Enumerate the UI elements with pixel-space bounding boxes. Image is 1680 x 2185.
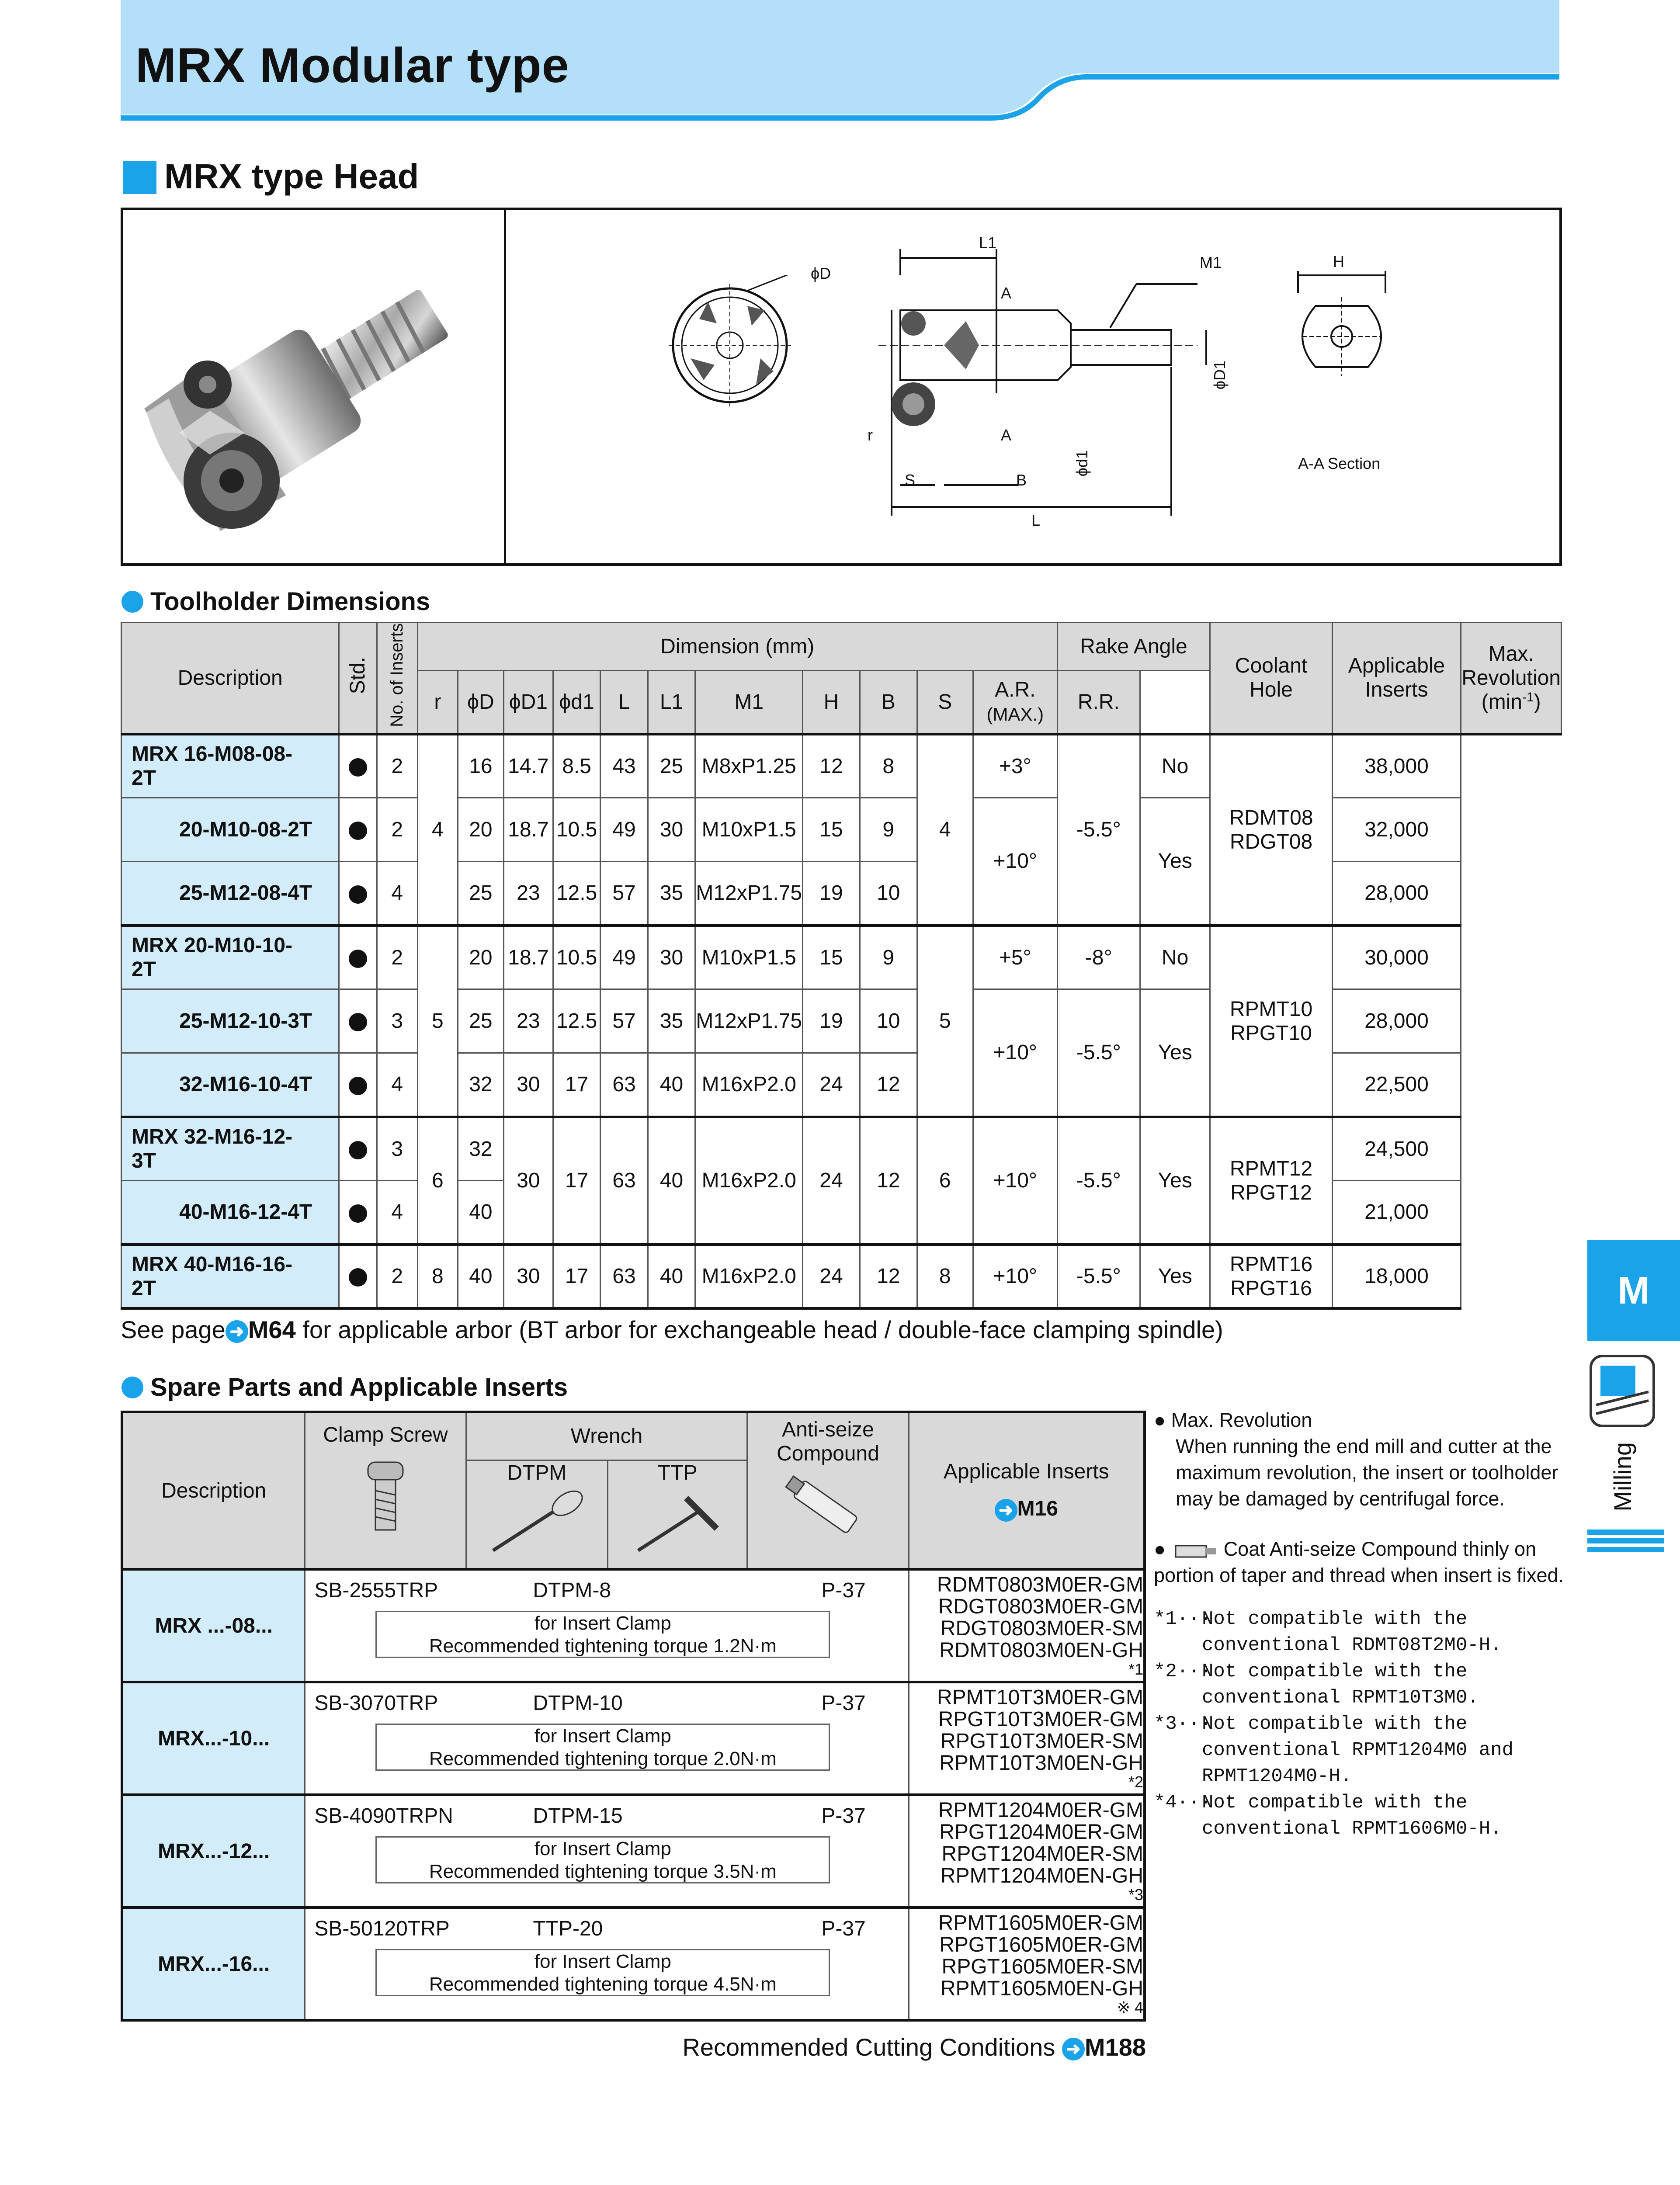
cell-B: 9 (860, 798, 917, 862)
insert-item: RPGT1204M0ER-SM (941, 1842, 1143, 1866)
cell-r: 4 (417, 734, 458, 926)
row-desc: MRX 32-M16-12-3T (121, 1117, 339, 1181)
label-r: r (868, 426, 873, 444)
arrow-icon: ➜ (1062, 2038, 1085, 2060)
th-dimension: Dimension (mm) (417, 623, 1057, 671)
footnote-mark: *3 (1128, 1886, 1143, 1904)
spare-title: Spare Parts and Applicable Inserts (150, 1373, 568, 1401)
cell-L: 43 (600, 734, 648, 798)
row-desc: MRX 20-M10-10-2T (121, 926, 339, 989)
th-ttp: TTP (608, 1460, 747, 1569)
th-ar: A.R. (MAX.) (973, 671, 1057, 734)
cell-coolant: Yes (1140, 1117, 1210, 1245)
insert-item: RPGT1204M0ER-GM (939, 1821, 1143, 1844)
cell-D1: 30 (503, 1117, 553, 1245)
th-description: Description (121, 623, 339, 734)
cell-L: 63 (600, 1053, 648, 1117)
section-marker (123, 161, 156, 194)
side-notes (1154, 1407, 1565, 1842)
th-rr: R.R. (1057, 671, 1140, 734)
cell-M1: M12xP1.75 (695, 989, 803, 1053)
dimensions-table (121, 622, 1562, 1310)
footnote: *1··· Not compatible with the conventional RDMT08T2M0-H. (1154, 1608, 1502, 1656)
cell-B: 8 (860, 734, 917, 798)
th-applicable-inserts: Applicable Inserts ➜ M16 (909, 1412, 1145, 1569)
cell-r: 5 (417, 926, 458, 1117)
spare-row (122, 1795, 1145, 1908)
cell-B: 10 (860, 862, 917, 926)
std-dot (339, 926, 377, 989)
cell-L1: 40 (648, 1245, 695, 1308)
cell-d1: 17 (553, 1053, 600, 1117)
torque-box: for Insert Clamp Recommended tightening torque 4.5N·m (375, 1949, 830, 1996)
wrench-value: DTPM-8 (533, 1579, 611, 1602)
label-L: L (1031, 511, 1041, 529)
table-row (121, 734, 1562, 798)
cell-coolant: No (1140, 926, 1210, 989)
arrow-icon: ➜ (995, 1499, 1017, 1522)
cell-D: 32 (458, 1053, 503, 1117)
screwdriver-icon (484, 1489, 589, 1559)
insert-item: RPMT10T3M0EN-GH (939, 1751, 1143, 1775)
spare-row (122, 1682, 1145, 1795)
th-B: B (860, 671, 917, 734)
cell-L1: 40 (648, 1053, 695, 1117)
cell-D1: 30 (503, 1245, 553, 1308)
cell-ar: +5° (973, 926, 1057, 989)
insert-item: RPGT1605M0ER-GM (939, 1933, 1143, 1956)
cell-rev: 22,500 (1332, 1053, 1461, 1117)
std-dot (339, 862, 377, 926)
label-phid1: ϕd1 (1073, 450, 1091, 477)
cell-D: 20 (458, 798, 503, 862)
th-L1: L1 (648, 671, 695, 734)
cell-d1: 8.5 (553, 734, 600, 798)
th-H: H (803, 671, 860, 734)
insert-item: RPGT1605M0ER-SM (941, 1955, 1143, 1978)
cell-inserts: RDMT08 RDGT08 (1210, 734, 1332, 926)
th-D: ϕD (458, 671, 503, 734)
label-phiD: ϕD (811, 264, 831, 282)
cell-L: 57 (600, 862, 648, 926)
tube-icon (1171, 1540, 1224, 1561)
cell-D: 40 (458, 1181, 503, 1245)
cell-rr: -5.5° (1057, 1117, 1140, 1245)
cell-ar: +3° (973, 734, 1057, 798)
torque-box: for Insert Clamp Recommended tightening torque 1.2N·m (375, 1611, 830, 1658)
tube-icon (780, 1474, 876, 1540)
note-max-revolution-body: When running the end mill and cutter at the maximum revolution, the insert or toolholder may be damaged by centrifugal force. (1176, 1435, 1559, 1510)
cell-rev: 28,000 (1332, 862, 1461, 926)
std-dot (339, 1245, 377, 1308)
cell-d1: 10.5 (553, 926, 600, 989)
cell-n: 2 (377, 926, 417, 989)
insert-item: RDMT0803M0EN-GH (939, 1639, 1143, 1662)
label-L1: L1 (979, 234, 997, 252)
cell-rev: 30,000 (1332, 926, 1461, 989)
cell-M1: M16xP2.0 (695, 1245, 803, 1308)
footnote: *3··· Not compatible with the conventional RPMT1204M0 and RPMT1204M0-H. (1154, 1713, 1513, 1787)
cell-n: 3 (377, 989, 417, 1053)
insert-item: RPMT10T3M0ER-GM (937, 1686, 1143, 1709)
row-desc: MRX 16-M08-08-2T (121, 734, 339, 798)
std-dot (339, 798, 377, 862)
th-d1: ϕd1 (553, 671, 600, 734)
cell-ar: +10° (973, 1117, 1057, 1245)
spare-parts-table (121, 1411, 1146, 2022)
page-title: MRX Modular type (135, 38, 569, 93)
spare-desc: MRX ...-08... (122, 1569, 305, 1682)
cell-inserts: RPMT12 RPGT12 (1210, 1117, 1332, 1245)
th-dtpm: DTPM (466, 1460, 607, 1569)
anti-seize-value: P-37 (821, 1579, 866, 1602)
note-anti-seize: ● Coat Anti-seize Compound thinly on portion of taper and thread when insert is fixed. (1154, 1538, 1564, 1586)
cell-D: 25 (458, 989, 503, 1053)
spare-parts-cell (305, 1908, 909, 2020)
cell-D1: 23 (503, 989, 553, 1053)
subsection-dot (121, 591, 143, 613)
cell-rr: -5.5° (1057, 1245, 1140, 1308)
milling-icon (1587, 1353, 1657, 1431)
cell-r: 8 (417, 1245, 458, 1308)
th-S: S (917, 671, 973, 734)
spare-parts-cell (305, 1569, 909, 1682)
cell-n: 4 (377, 1181, 417, 1245)
cell-rr: -5.5° (1057, 734, 1140, 926)
row-desc: 20-M10-08-2T (121, 798, 339, 862)
insert-item: RDGT0803M0ER-GM (938, 1595, 1143, 1618)
cell-L: 63 (600, 1245, 648, 1308)
wrench-value: TTP-20 (533, 1917, 603, 1940)
spare-row (122, 1569, 1145, 1682)
cell-L1: 30 (648, 798, 695, 862)
cell-L: 57 (600, 989, 648, 1053)
cutting-conditions-note: Recommended Cutting Conditions ➜ M188 (682, 2033, 1146, 2061)
cell-ar: +10° (973, 1245, 1057, 1308)
cell-coolant: Yes (1140, 798, 1210, 926)
cell-H: 15 (803, 926, 860, 989)
cell-D: 32 (458, 1117, 503, 1181)
cell-inserts: RPMT10 RPGT10 (1210, 926, 1332, 1117)
row-desc: 25-M12-10-3T (121, 989, 339, 1053)
table-row (121, 1053, 1562, 1117)
table-row (121, 989, 1562, 1053)
page-ref-M16[interactable]: M16 (1017, 1497, 1058, 1521)
cell-B: 12 (860, 1117, 917, 1245)
anti-seize-value: P-37 (821, 1692, 866, 1715)
label-H: H (1333, 253, 1344, 271)
cell-M1: M12xP1.75 (695, 862, 803, 926)
cell-H: 24 (803, 1053, 860, 1117)
cell-D: 20 (458, 926, 503, 989)
cell-L: 63 (600, 1117, 648, 1245)
label-phiD1: ϕD1 (1211, 361, 1229, 390)
footnote-mark: *2 (1128, 1773, 1143, 1791)
cell-n: 4 (377, 1053, 417, 1117)
cell-S: 5 (917, 926, 973, 1117)
cell-n: 2 (377, 734, 417, 798)
spare-desc: MRX...-16... (122, 1908, 305, 2020)
cell-D1: 14.7 (503, 734, 553, 798)
torque-box: for Insert Clamp Recommended tightening torque 2.0N·m (375, 1724, 830, 1771)
th-anti-seize: Anti-seize Compound (747, 1412, 909, 1569)
section-tab-m[interactable]: M (1587, 1240, 1680, 1341)
section-drawing (1285, 258, 1416, 446)
cell-rev: 21,000 (1332, 1181, 1461, 1245)
cell-L1: 35 (648, 989, 695, 1053)
cell-M1: M10xP1.5 (695, 798, 803, 862)
th-coolant: Coolant Hole (1210, 623, 1332, 734)
cell-M1: M8xP1.25 (695, 734, 803, 798)
cell-L1: 40 (648, 1117, 695, 1245)
th-max-rev: Max. Revolution $(\min^{-1})$ (1461, 623, 1562, 734)
cell-L: 49 (600, 926, 648, 989)
table-row (121, 926, 1562, 989)
row-desc: MRX 40-M16-16-2T (121, 1245, 339, 1308)
insert-list (909, 1795, 1145, 1908)
end-view-drawing (656, 275, 830, 441)
cell-B: 9 (860, 926, 917, 989)
th-M1: M1 (695, 671, 803, 734)
spare-desc: MRX...-12... (122, 1795, 305, 1908)
insert-item: RPGT10T3M0ER-SM (940, 1730, 1143, 1753)
insert-list (909, 1908, 1145, 2020)
cell-H: 12 (803, 734, 860, 798)
cell-L1: 30 (648, 926, 695, 989)
figure-divider (504, 208, 506, 566)
t-wrench-icon (625, 1489, 730, 1559)
th-L: L (600, 671, 648, 734)
torque-box: for Insert Clamp Recommended tightening torque 3.5N·m (375, 1836, 830, 1883)
cell-d1: 12.5 (553, 862, 600, 926)
row-desc: 40-M16-12-4T (121, 1181, 339, 1245)
insert-list (909, 1569, 1145, 1682)
insert-item: RDGT0803M0ER-SM (940, 1617, 1143, 1640)
insert-list (909, 1682, 1145, 1795)
table-row (121, 1245, 1562, 1308)
subsection-dot (121, 1377, 143, 1398)
insert-item: RPMT1204M0ER-GM (938, 1799, 1143, 1822)
product-photo (131, 227, 489, 551)
cell-rev: 38,000 (1332, 734, 1461, 798)
insert-item: RPMT1605M0ER-GM (938, 1911, 1143, 1935)
table-row (121, 1117, 1562, 1181)
cell-rr: -5.5° (1057, 989, 1140, 1117)
th-wrench: Wrench (466, 1412, 747, 1460)
footnote-mark: ※ 4 (1117, 1998, 1143, 2016)
label-S: S (905, 471, 916, 489)
cell-ar: +10° (973, 798, 1057, 926)
cell-n: 4 (377, 862, 417, 926)
anti-seize-value: P-37 (821, 1917, 866, 1940)
cell-D: 40 (458, 1245, 503, 1308)
cell-L1: 35 (648, 862, 695, 926)
cell-ar: +10° (973, 989, 1057, 1117)
cell-H: 19 (803, 989, 860, 1053)
cell-M1: M16xP2.0 (695, 1053, 803, 1117)
footnotes (1154, 1606, 1565, 1842)
wrench-value: DTPM-15 (533, 1804, 623, 1828)
page-ref-M188[interactable]: M188 (1084, 2033, 1146, 2061)
row-desc: 25-M12-08-4T (121, 862, 339, 926)
th-clamp-screw: Clamp Screw (305, 1412, 466, 1569)
cell-D1: 18.7 (503, 926, 553, 989)
side-view-drawing (865, 236, 1267, 542)
clamp-screw-value: SB-4090TRPN (314, 1804, 453, 1828)
cell-H: 15 (803, 798, 860, 862)
wrench-value: DTPM-10 (533, 1692, 623, 1715)
spare-parts-cell (305, 1795, 909, 1908)
cell-H: 24 (803, 1245, 860, 1308)
cell-S: 8 (917, 1245, 973, 1308)
cell-D1: 18.7 (503, 798, 553, 862)
cell-B: 10 (860, 989, 917, 1053)
footnote-mark: *1 (1128, 1660, 1143, 1678)
cell-D: 16 (458, 734, 503, 798)
insert-item: RPMT1605M0EN-GH (940, 1977, 1143, 2000)
label-A-bottom: A (1001, 426, 1012, 444)
cell-d1: 17 (553, 1245, 600, 1308)
cell-B: 12 (860, 1245, 917, 1308)
insert-item: RDMT0803M0ER-GM (937, 1573, 1143, 1596)
std-dot (339, 1181, 377, 1245)
cell-M1: M10xP1.5 (695, 926, 803, 989)
label-B: B (1016, 471, 1027, 489)
cell-H: 24 (803, 1117, 860, 1245)
spare-parts-cell (305, 1682, 909, 1795)
th-no-inserts: No. of Inserts (377, 623, 417, 734)
cell-H: 19 (803, 862, 860, 926)
cell-S: 6 (917, 1117, 973, 1245)
cell-L1: 25 (648, 734, 695, 798)
std-dot (339, 1117, 377, 1181)
anti-seize-value: P-37 (821, 1804, 866, 1828)
clamp-screw-value: SB-50120TRP (314, 1917, 450, 1940)
clamp-screw-value: SB-3070TRP (314, 1692, 438, 1715)
cell-D1: 30 (503, 1053, 553, 1117)
cell-coolant: Yes (1140, 989, 1210, 1117)
cell-rev: 24,500 (1332, 1117, 1461, 1181)
label-aa-section: A-A Section (1298, 454, 1381, 472)
cell-rev: 28,000 (1332, 989, 1461, 1053)
screw-icon (366, 1460, 405, 1534)
cell-d1: 17 (553, 1117, 600, 1245)
std-dot (339, 734, 377, 798)
std-dot (339, 989, 377, 1053)
cell-d1: 10.5 (553, 798, 600, 862)
cell-coolant: Yes (1140, 1245, 1210, 1308)
cell-M1: M16xP2.0 (695, 1117, 803, 1245)
footnote: *2··· Not compatible with the conventional RPMT10T3M0. (1154, 1661, 1479, 1709)
footnote: *4··· Not compatible with the conventional RPMT1606M0-H. (1154, 1792, 1502, 1840)
cell-n: 2 (377, 1245, 417, 1308)
table-row (121, 862, 1562, 926)
th-D1: ϕD1 (503, 671, 553, 734)
arbor-note: See page ➜ M64 for applicable arbor (BT arbor for exchangeable head / double-face clamping spindle) (121, 1316, 1223, 1343)
th-std: Std. (339, 623, 377, 734)
milling-label: Milling (1609, 1442, 1636, 1512)
page-ref-M64[interactable]: M64 (248, 1316, 296, 1343)
std-dot (339, 1053, 377, 1117)
note-max-revolution: ● Max. Revolution (1154, 1409, 1312, 1431)
cell-d1: 12.5 (553, 989, 600, 1053)
cell-rev: 18,000 (1332, 1245, 1461, 1308)
cell-n: 2 (377, 798, 417, 862)
dims-title: Toolholder Dimensions (150, 587, 430, 616)
table-row (121, 798, 1562, 862)
th-applicable: Applicable Inserts (1332, 623, 1461, 734)
label-A-top: A (1001, 284, 1012, 302)
cell-r: 6 (417, 1117, 458, 1245)
cell-inserts: RPMT16 RPGT16 (1210, 1245, 1332, 1308)
arrow-icon: ➜ (226, 1320, 248, 1343)
th-r: r (417, 671, 458, 734)
insert-item: RPGT10T3M0ER-GM (938, 1708, 1143, 1731)
cell-D1: 23 (503, 862, 553, 926)
cell-rr: -8° (1057, 926, 1140, 989)
clamp-screw-value: SB-2555TRP (314, 1579, 438, 1602)
cell-n: 3 (377, 1117, 417, 1181)
th-spare-desc: Description (122, 1412, 305, 1569)
insert-item: RPMT1204M0EN-GH (940, 1864, 1143, 1887)
cell-L: 49 (600, 798, 648, 862)
milling-stripes (1587, 1530, 1664, 1557)
cell-D: 25 (458, 862, 503, 926)
cell-rev: 32,000 (1332, 798, 1461, 862)
label-M1: M1 (1200, 253, 1222, 271)
cell-B: 12 (860, 1053, 917, 1117)
th-rake: Rake Angle (1057, 623, 1210, 671)
spare-desc: MRX...-10... (122, 1682, 305, 1795)
cell-coolant: No (1140, 734, 1210, 798)
section-title: MRX type Head (164, 157, 419, 196)
cell-S: 4 (917, 734, 973, 926)
row-desc: 32-M16-10-4T (121, 1053, 339, 1117)
spare-row (122, 1908, 1145, 2020)
